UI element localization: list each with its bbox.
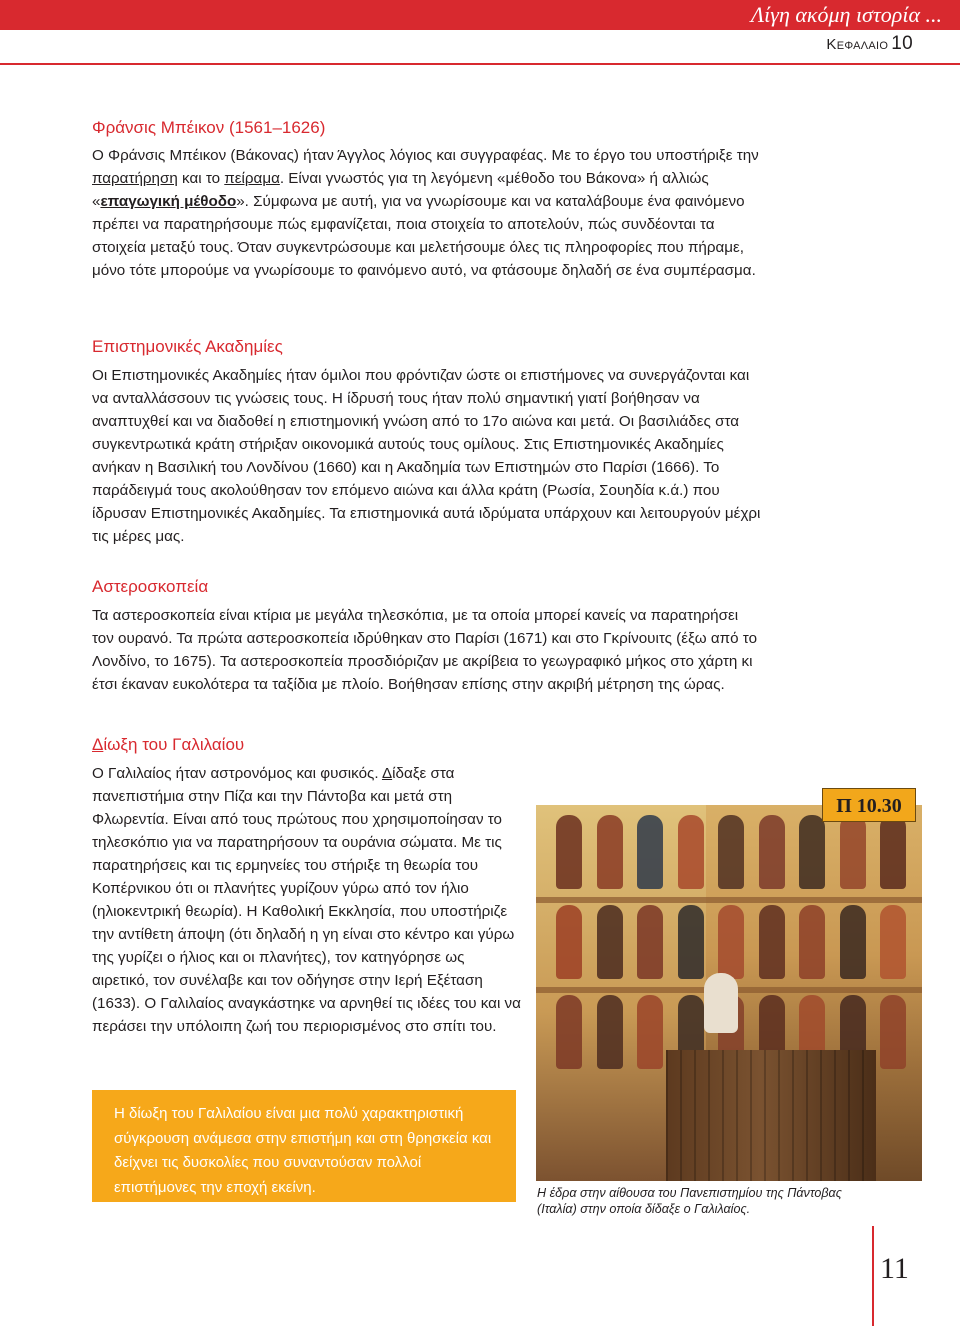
portrait: [637, 995, 663, 1069]
text-span: και το: [177, 170, 225, 187]
figure-badge: Π 10.30: [822, 788, 916, 822]
wall-band: [536, 897, 922, 903]
portrait: [759, 815, 785, 889]
heading-initial: Δ: [92, 735, 104, 754]
paragraph-galileo: [92, 762, 522, 1038]
keyword-experiment: πείραμα: [224, 170, 280, 187]
portrait: [556, 995, 582, 1069]
bust-statue: [704, 973, 738, 1033]
portrait: [597, 905, 623, 979]
chapter-number: 10: [891, 33, 913, 54]
chapter-label: [826, 34, 913, 55]
page-number-rule: [872, 1226, 874, 1326]
paragraph-fransis-bacon: [92, 144, 764, 282]
portrait: [799, 905, 825, 979]
page-number: 11: [880, 1252, 909, 1285]
portrait: [759, 905, 785, 979]
paragraph-observatories: Τα αστεροσκοπεία είναι κτίρια με μεγάλα τηλεσκόπια, με τα οποία μπορεί κανείς να παρατηρήσει τον ουρανό. Τα πρώτα αστεροσκοπεία ιδρύθηκαν στο Παρίσι (1671) και στο Γκρίνουιτς (έξω από το Λονδίνο, το 1675). Τα αστεροσκοπεία προσδιόριζαν με ακρίβεια το γεωγραφικό μήκος στο χάρτη κι έτσι έκαναν ευκολότερα τα ταξίδια με πλοίο. Βοήθησαν επίσης στην ακριβή μέτρηση της ώρας.: [92, 607, 758, 693]
portrait: [637, 815, 663, 889]
portrait: [556, 905, 582, 979]
photo-caption: Η έδρα στην αίθουσα του Πανεπιστημίου της Πάντοβας (Ιταλία) στην οποία δίδαξε ο Γαλιλαίος.: [537, 1186, 842, 1216]
portrait: [840, 905, 866, 979]
portrait-row: [556, 815, 906, 895]
keyword-inductive-method: επαγωγική μέθοδο: [100, 193, 237, 210]
portrait: [718, 815, 744, 889]
heading-galileo-persecution: [92, 734, 244, 756]
lecture-hall-photo: [536, 805, 922, 1181]
heading-rest: ίωξη του Γαλιλαίου: [103, 735, 245, 754]
text-span: Ο Γαλιλαίος ήταν αστρονόμος και φυσικός.: [92, 765, 382, 782]
portrait: [678, 905, 704, 979]
paragraph-scientific-academies: Οι Επιστημονικές Ακαδημίες ήταν όμιλοι που φρόντιζαν ώστε οι επιστήμονες να συνεργάζονται και να ανταλλάσσουν τις γνώσεις τους. Η ίδρυσή τους ήταν πολύ σημαντική γιατί βοήθησαν να αναπτυχθεί και να διαδοθεί η επιστημονική γνώση από το 17ο αιώνα και μετά. Οι βασιλιάδες στα συγκεντρωτικά κράτη στήριξαν οικονομικά αυτούς τους ομίλους. Στις Επιστημονικές Ακαδημίες ανήκαν η Βασιλική του Λονδίνου (1660) και η Ακαδημία των Επιστημών στο Παρίσι (1666). Το παράδειγμά τους ακολούθησαν τον επόμενο αιώνα και άλλα κράτη (Ρωσία, Σουηδία κ.ά.) που ίδρυσαν Επιστημονικές Ακαδημίες. Τα επιστημονικά αυτά ιδρύματα υπάρχουν και λειτουργούν μέχρι τις μέρες μας.: [92, 367, 761, 545]
portrait: [840, 815, 866, 889]
text-span: . Είναι γνωστός για τη λεγόμενη «μέθοδο του Βάκονα» ή αλλιώς «: [92, 170, 709, 210]
text-initial: Δ: [381, 765, 393, 782]
portrait: [718, 905, 744, 979]
portrait: [678, 815, 704, 889]
chapter-word: Κεφαλαιο: [826, 36, 889, 53]
portrait: [880, 905, 906, 979]
header-divider: [0, 63, 960, 65]
portrait: [556, 815, 582, 889]
running-title-bar: [0, 0, 960, 30]
running-title: Λίγη ακόμη ιστορία ...: [750, 2, 942, 27]
portrait: [597, 815, 623, 889]
heading-scientific-academies: Επιστημονικές Ακαδημίες: [92, 337, 283, 356]
portrait: [597, 995, 623, 1069]
keyword-observation: παρατήρηση: [92, 170, 178, 187]
portrait: [799, 815, 825, 889]
lectern-planks: [666, 1050, 876, 1181]
portrait: [880, 995, 906, 1069]
text-span: ίδαξε στα πανεπιστήμια στην Πίζα και την Πάντοβα και μετά στη Φλωρεντία. Είναι από τους πρώτους που χρησιμοποίησαν το τηλεσκόπιο για να παρατηρήσουν τα ουράνια σώματα. Με τις παρατηρήσεις και τις ερμηνείες του στήριξε τη θεωρία του Κοπέρνικου ότι οι πλανήτες γυρίζουν γύρω από τον ήλιο (ηλιοκεντρική θεωρία). Η Καθολική Εκκλησία, που υποστήριζε την αντίθετη άποψη (ότι δηλαδή η γη είναι στο κέντρο και γύρω της γυρίζει ο ήλιος και οι πλανήτες), τον κατηγόρησε ως αιρετικό, τον συνέλαβε και τον οδήγησε στην Ιερή Εξέταση (1633). Ο Γαλιλαίος αναγκάστηκε να αρνηθεί τις ιδέες του και να περάσει την υπόλοιπη ζωή του περιορισμένος στο σπίτι του.: [92, 765, 521, 1035]
heading-observatories: Αστεροσκοπεία: [92, 577, 209, 596]
note-text: Η δίωξη του Γαλιλαίου είναι μια πολύ χαρακτηριστική σύγκρουση ανάμεσα στην επιστήμη και στη θρησκεία και δείχνει τις δυσκολίες που συναντούσαν πολλοί επιστήμονες την εποχή εκείνη.: [114, 1105, 492, 1196]
heading-fransis-bacon: Φράνσις Μπέικον (1561–1626): [92, 118, 326, 137]
text-span: ». Σύμφωνα με αυτή, για να γνωρίσουμε και να καταλάβουμε ένα φαινόμενο πρέπει να παρατηρήσουμε πώς εμφανίζεται, ποια στοιχεία το αποτελούν, πώς συνδέονται τα στοιχεία μεταξύ τους. Όταν συγκεντρώσουμε και μελετήσουμε όλες τις πληροφορίες που πήραμε, μόνο τότε μπορούμε να γνωρίσουμε το φαινόμενο αυτό, να φτάσουμε δηλαδή σε ένα συμπέρασμα.: [92, 193, 756, 279]
highlight-note-box: [92, 1090, 516, 1202]
text-span: Ο Φράνσις Μπέικον (Βάκονας) ήταν Άγγλος λόγιος και συγγραφέας. Με το έργο του υποστήριξε την: [92, 147, 759, 164]
portrait: [880, 815, 906, 889]
portrait-row: [556, 905, 906, 985]
portrait: [637, 905, 663, 979]
